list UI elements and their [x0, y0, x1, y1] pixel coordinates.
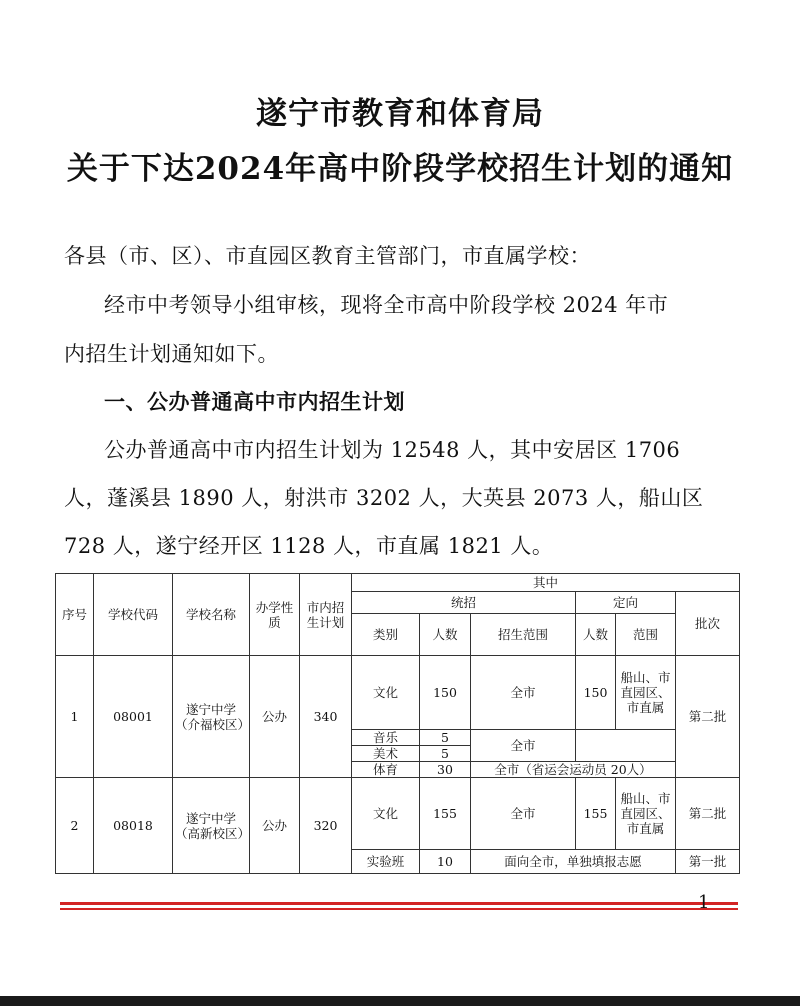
salutation: 各县（市、区）、市直园区教育主管部门，市直属学校：	[64, 244, 591, 268]
header-name: 学校名称	[173, 574, 250, 656]
school2-nature: 公办	[250, 778, 300, 874]
school1-row2-scope: 全市	[471, 730, 576, 762]
school1-row4-count: 30	[420, 762, 471, 778]
school1-art-dx-empty	[576, 730, 676, 762]
header-plan: 市内招生计划	[300, 574, 352, 656]
school2-row1-dx-count: 155	[576, 778, 616, 850]
document-title-line1: 遂宁市教育和体育局	[256, 96, 544, 132]
header-seq: 序号	[56, 574, 94, 656]
school1-nature: 公办	[250, 656, 300, 778]
header-tongzhao: 统招	[352, 592, 576, 614]
document-title-line2: 关于下达2024年高中阶段学校招生计划的通知	[66, 151, 734, 187]
school1-row1-dx-scope: 船山、市直园区、市直属	[616, 656, 676, 730]
school2-row2-category: 实验班	[352, 850, 420, 874]
school1-plan: 340	[300, 656, 352, 778]
footer-red-rule-thin	[60, 908, 738, 910]
school1-batch: 第二批	[676, 656, 740, 778]
table-row	[56, 778, 740, 850]
school1-row4-scope: 全市（省运会运动员 20人）	[471, 762, 676, 778]
school2-row1-dx-scope: 船山、市直园区、市直属	[616, 778, 676, 850]
school1-seq: 1	[56, 656, 94, 778]
school1-row1-dx-count: 150	[576, 656, 616, 730]
paragraph-2-line-1: 公办普通高中市内招生计划为 12548 人，其中安居区 1706	[104, 438, 681, 462]
school2-name: 遂宁中学（高新校区）	[173, 778, 250, 874]
header-batch: 批次	[676, 592, 740, 656]
section-1-heading: 一、公办普通高中市内招生计划	[104, 390, 405, 414]
school1-row3-count: 5	[420, 746, 471, 762]
paragraph-1-line-2: 内招生计划通知如下。	[64, 342, 279, 366]
paragraph-2-line-3: 728 人，遂宁经开区 1128 人，市直属 1821 人。	[64, 534, 554, 558]
footer-red-rule	[60, 902, 738, 905]
school2-row1-scope: 全市	[471, 778, 576, 850]
page-number: 1	[698, 892, 710, 913]
header-count: 人数	[420, 614, 471, 656]
header-scope: 招生范围	[471, 614, 576, 656]
school1-code: 08001	[94, 656, 173, 778]
school2-seq: 2	[56, 778, 94, 874]
school2-row1-category: 文化	[352, 778, 420, 850]
header-category: 类别	[352, 614, 420, 656]
header-nature: 办学性质	[250, 574, 300, 656]
school1-row2-count: 5	[420, 730, 471, 746]
school2-row1-batch: 第二批	[676, 778, 740, 850]
header-dx-count: 人数	[576, 614, 616, 656]
header-code: 学校代码	[94, 574, 173, 656]
paragraph-2-line-2: 人，蓬溪县 1890 人，射洪市 3202 人，大英县 2073 人，船山区	[64, 486, 704, 510]
school2-row2-count: 10	[420, 850, 471, 874]
school1-name: 遂宁中学（介福校区）	[173, 656, 250, 778]
header-dx-scope: 范围	[616, 614, 676, 656]
school1-row1-count: 150	[420, 656, 471, 730]
school1-row1-category: 文化	[352, 656, 420, 730]
school1-row3-category: 美术	[352, 746, 420, 762]
bottom-edge-bar	[0, 996, 800, 1006]
school1-row4-category: 体育	[352, 762, 420, 778]
paragraph-1-line-1: 经市中考领导小组审核，现将全市高中阶段学校 2024 年市	[104, 293, 669, 317]
table-row	[56, 656, 740, 730]
enrollment-plan-table	[55, 573, 740, 874]
school1-row2-category: 音乐	[352, 730, 420, 746]
school1-row1-scope: 全市	[471, 656, 576, 730]
school2-row2-batch: 第一批	[676, 850, 740, 874]
school2-row2-scope: 面向全市，单独填报志愿	[471, 850, 676, 874]
header-dingxiang: 定向	[576, 592, 676, 614]
school2-code: 08018	[94, 778, 173, 874]
header-among: 其中	[352, 574, 740, 592]
school2-plan: 320	[300, 778, 352, 874]
school2-row1-count: 155	[420, 778, 471, 850]
